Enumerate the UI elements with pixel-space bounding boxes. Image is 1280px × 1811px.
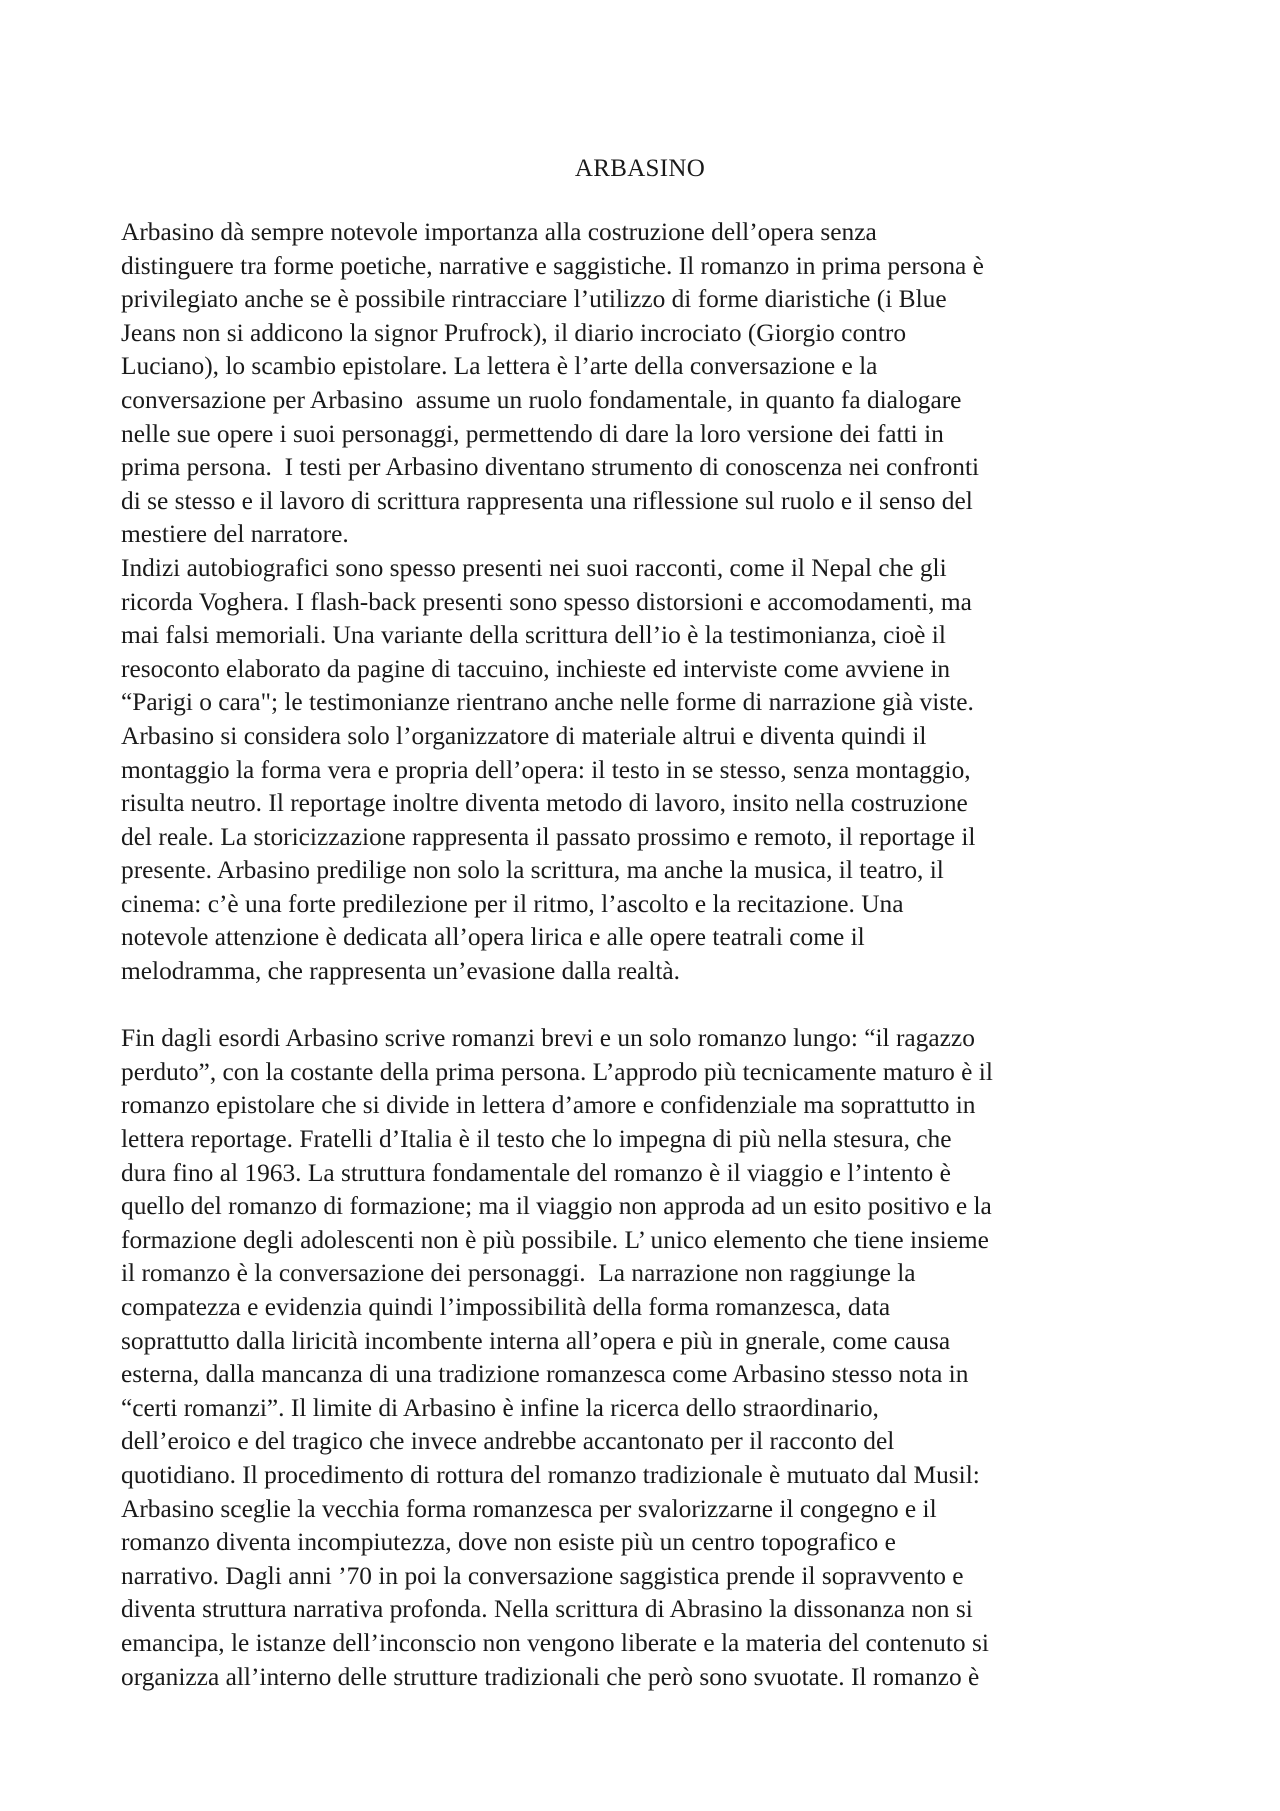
text-line: distinguere tra forme poetiche, narrative e saggistiche. Il romanzo in prima persona è <box>121 251 984 280</box>
text-line: Arbasino dà sempre notevole importanza alla costruzione dell’opera senza <box>121 218 877 246</box>
paragraph-1 <box>121 216 1181 552</box>
text-line: “certi romanzi”. Il limite di Arbasino è infine la ricerca dello straordinario, <box>121 1393 879 1422</box>
document-body <box>121 216 1181 1694</box>
text-line: esterna, dalla mancanza di una tradizione romanzesca come Arbasino stesso nota in <box>121 1360 969 1389</box>
text-line: presente. Arbasino predilige non solo la scrittura, ma anche la musica, il teatro, il <box>121 856 944 885</box>
text-line: diventa struttura narrativa profonda. Nella scrittura di Abrasino la dissonanza non si <box>121 1595 973 1624</box>
text-line: dura fino al 1963. La struttura fondamentale del romanzo è il viaggio e l’intento è <box>121 1158 951 1187</box>
text-line: privilegiato anche se è possibile rintracciare l’utilizzo di forme diaristiche (i Blue <box>121 285 947 314</box>
paragraph-spacer <box>121 989 1181 1023</box>
text-line: narrativo. Dagli anni ’70 in poi la conversazione saggistica prende il sopravvento e <box>121 1561 964 1590</box>
text-line: Fin dagli esordi Arbasino scrive romanzi brevi e un solo romanzo lungo: “il ragazzo <box>121 1024 975 1053</box>
text-line: formazione degli adolescenti non è più possibile. L’ unico elemento che tiene insieme <box>121 1225 989 1254</box>
text-line: soprattutto dalla liricità incombente interna all’opera e più in gnerale, come causa <box>121 1326 951 1355</box>
text-line: organizza all’interno delle strutture tradizionali che però sono svuotate. Il romanzo è <box>121 1662 980 1691</box>
text-line: ricorda Voghera. I flash-back presenti sono spesso distorsioni e accomodamenti, ma <box>121 587 972 616</box>
text-line: emancipa, le istanze dell’inconscio non vengono liberate e la materia del contenuto si <box>121 1628 989 1657</box>
text-line: Jeans non si addicono la signor Prufrock), il diario incrociato (Giorgio contro <box>121 318 907 347</box>
text-line: Arbasino sceglie la vecchia forma romanzesca per svalorizzarne il congegno e il <box>121 1494 937 1523</box>
text-line: perduto”, con la costante della prima persona. L’approdo più tecnicamente maturo è il <box>121 1057 993 1086</box>
text-line: Arbasino si considera solo l’organizzatore di materiale altrui e diventa quindi il <box>121 721 927 750</box>
text-line: mai falsi memoriali. Una variante della scrittura dell’io è la testimonianza, cioè il <box>121 621 946 650</box>
text-line: il romanzo è la conversazione dei personaggi. La narrazione non raggiunge la <box>121 1259 916 1288</box>
text-line: montaggio la forma vera e propria dell’opera: il testo in se stesso, senza montaggio, <box>121 755 971 784</box>
text-line: risulta neutro. Il reportage inoltre diventa metodo di lavoro, insito nella costruzione <box>121 789 968 818</box>
text-line: di se stesso e il lavoro di scrittura rappresenta una riflessione sul ruolo e il senso del <box>121 486 973 515</box>
text-line: Luciano), lo scambio epistolare. La lettera è l’arte della conversazione e la <box>121 352 878 381</box>
text-line: “Parigi o cara"; le testimonianze rientrano anche nelle forme di narrazione già viste. <box>121 688 974 717</box>
text-line: cinema: c’è una forte predilezione per il ritmo, l’ascolto e la recitazione. Una <box>121 889 904 918</box>
paragraph-2 <box>121 552 1181 989</box>
text-line: quello del romanzo di formazione; ma il viaggio non approda ad un esito positivo e la <box>121 1192 992 1221</box>
text-line: romanzo epistolare che si divide in lettera d’amore e confidenziale ma soprattutto in <box>121 1091 976 1120</box>
document-title: ARBASINO <box>574 155 706 182</box>
text-line: lettera reportage. Fratelli d’Italia è il testo che lo impegna di più nella stesura, che <box>121 1125 952 1154</box>
text-line: prima persona. I testi per Arbasino diventano strumento di conoscenza nei confronti <box>121 453 980 482</box>
text-line: romanzo diventa incompiutezza, dove non esiste più un centro topografico e <box>121 1528 896 1557</box>
text-line: nelle sue opere i suoi personaggi, permettendo di dare la loro versione dei fatti in <box>121 419 944 448</box>
text-line: compatezza e evidenzia quindi l’impossibilità della forma romanzesca, data <box>121 1293 891 1321</box>
text-line: quotidiano. Il procedimento di rottura del romanzo tradizionale è mutuato dal Musil: <box>121 1460 980 1489</box>
text-line: conversazione per Arbasino assume un ruolo fondamentale, in quanto fa dialogare <box>121 385 962 414</box>
text-line: dell’eroico e del tragico che invece andrebbe accantonato per il racconto del <box>121 1427 895 1456</box>
text-line: resoconto elaborato da pagine di taccuino, inchieste ed interviste come avviene in <box>121 654 951 683</box>
paragraph-3 <box>121 1022 1181 1694</box>
text-line: del reale. La storicizzazione rappresenta il passato prossimo e remoto, il reportage il <box>121 822 976 851</box>
text-line: melodramma, che rappresenta un’evasione dalla realtà. <box>121 957 681 986</box>
text-line: Indizi autobiografici sono spesso presenti nei suoi racconti, come il Nepal che gli <box>121 553 947 582</box>
text-line: mestiere del narratore. <box>121 520 349 549</box>
text-line: notevole attenzione è dedicata all’opera lirica e alle opere teatrali come il <box>121 923 865 952</box>
